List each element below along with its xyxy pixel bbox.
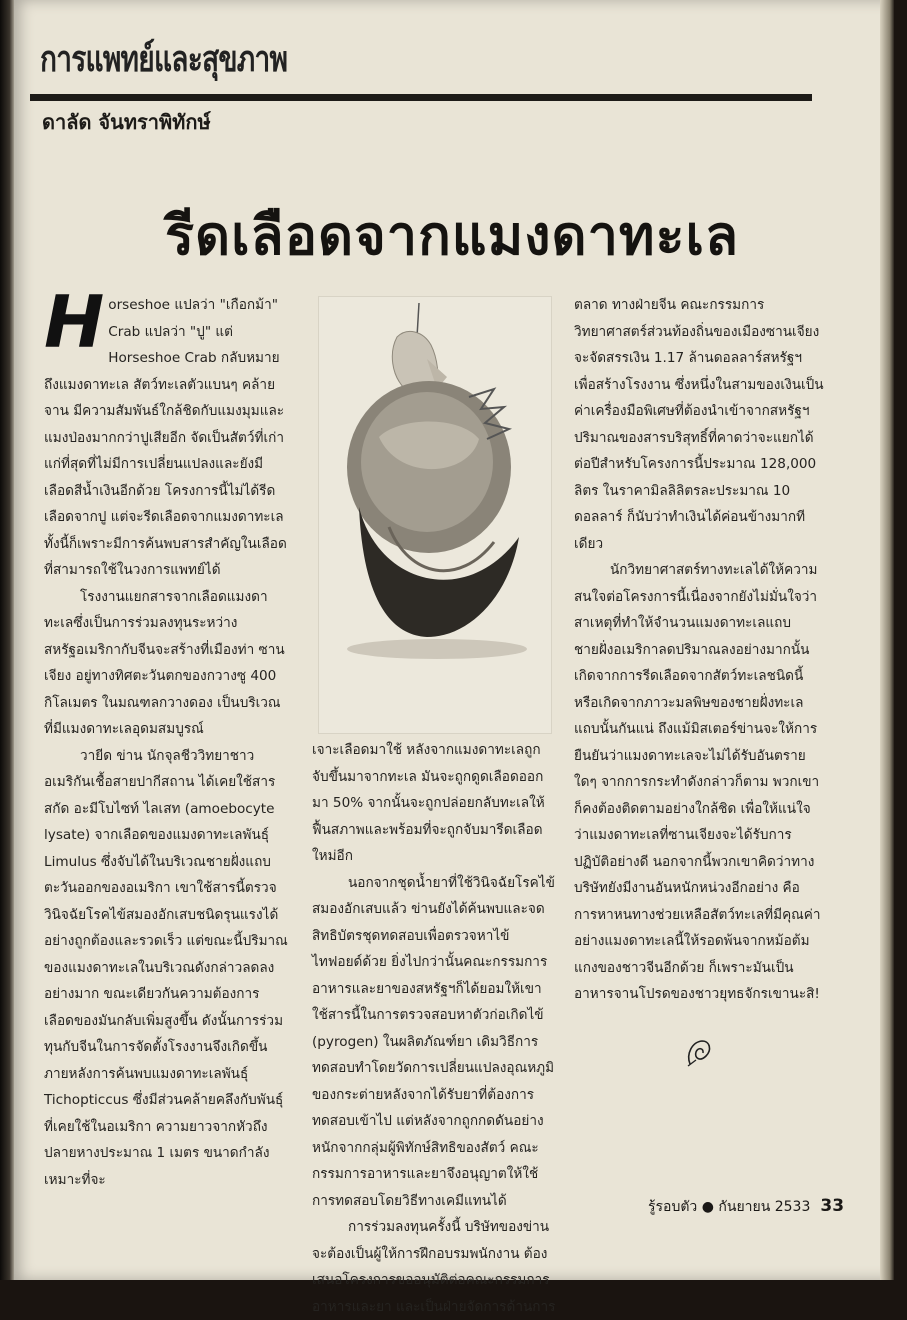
paragraph: เจาะเลือดมาใช้ หลังจากแมงดาทะเลถูกจับขึ้นมาจากทะเล มันจะถูกดูดเลือดออกมา 50% จากนั้นจะถูกปล่อยกลับทะเลให้ฟื้นสภาพและพร้อมที่จะถูกจับมารีดเลือดใหม่อีก xyxy=(312,742,545,864)
author-byline: ดาลัด จันทราพิทักษ์ xyxy=(42,110,211,134)
paragraph: โรงงานแยกสารจากเลือดแมงดาทะเลซึ่งเป็นการร่วมลงทุนระหว่างสหรัฐอเมริกากับจีนจะสร้างที่เมืองท่า ซานเจียง อยู่ทางทิศตะวันตกของกวางซู 400 กิโลเมตร ในมณฑลกวางดอง เป็นบริเวณที่มีแมงดาทะเลอุดมสมบูรณ์ xyxy=(44,588,285,737)
article-column-2 xyxy=(312,737,557,1320)
magazine-issue: รู้รอบตัว ● กันยายน 2533 xyxy=(648,1199,811,1215)
drop-cap: H xyxy=(44,280,105,364)
paragraph: นักวิทยาศาสตร์ทางทะเลได้ให้ความสนใจต่อโครงการนี้เนื่องจากยังไม่มั่นใจว่าสาเหตุที่ทำให้จำนวนแมงดาทะเลแถบชายฝั่งอเมริกาลดปริมาณลงอย่างมากนั้น เกิดจากการรีดเลือดจากสัตว์ทะเลชนิดนี้ หรือเกิดจากภาวะมลพิษของชายฝั่งทะเลแถบนั้นกันแน่ ถึงแม้มิสเตอร์ข่านจะให้การยืนยันว่าแมงดาทะเลจะไม่ได้รับอันตรายใดๆ จากการกระทำดังกล่าวก็ตาม พวกเขาก็คงต้องติดตามอย่างใกล้ชิด เพื่อให้แน่ใจว่าแมงดาทะเลที่ซานเจียงจะได้รับการปฏิบัติอย่างดี นอกจากนี้พวกเขาคิดว่าทางบริษัทยังมีงานอันหนักหน่วงอีกอย่าง คือ การหาหนทางช่วยเหลือสัตว์ทะเลที่มีคุณค่าอย่างแมงดาทะเลนี้ให้รอดพ้นจากหม้อต้มแกงของชาวจีนอีกด้วย ก็เพราะมันเป็นอาหารจานโปรดของชาวยุทธจักรเขานะสิ! xyxy=(574,562,821,1002)
section-title: การแพทย์และสุขภาพ xyxy=(40,39,288,80)
page-edge-shadow xyxy=(880,0,894,1280)
paragraph: วายีด ข่าน นักจุลชีววิทยาชาวอเมริกันเชื้อสายปากีสถาน ได้เคยใช้สารสกัด อะมีโบไซท์ ไลเสท (amoebocyte lysate) จากเลือดของแมงดาทะเลพันธุ์ Limulus ซึ่งจับได้ในบริเวณชายฝั่งแถบตะวันออกของอเมริกา เขาใช้สารนี้ตรวจวินิจฉัยโรคไข้สมองอักเสบชนิดรุนแรงได้อย่างถูกต้องและรวดเร็ว แต่ขณะนี้ปริมาณของแมงดาทะเลในบริเวณดังกล่าวลดลงอย่างมาก ขณะเดียวกันความต้องการเลือดของมันกลับเพิ่มสูงขึ้น ดังนั้นการร่วมทุนกับจีนในการจัดตั้งโรงงานจึงเกิดขึ้นภายหลังการค้นพบแมงดาทะเลพันธุ์ Tichopticcus ซึ่งมีส่วนคล้ายคลึงกับพันธุ์ที่เคยใช้ในอเมริกา ความยาวจากหัวถึงปลายหางประมาณ 1 เมตร ขนาดกำลังเหมาะที่จะ xyxy=(44,747,288,1188)
article-column-3 xyxy=(574,292,824,1008)
article-photo xyxy=(318,296,552,734)
header-rule xyxy=(30,94,812,101)
article-headline: รีดเลือดจากแมงดาทะเล xyxy=(165,204,740,267)
paragraph-text: orseshoe แปลว่า "เกือกม้า" Crab แปลว่า "ปู" แต่ Horseshoe Crab กลับหมายถึงแมงดาทะเล สัตว์ทะเลตัวแบนๆ คล้ายจาน มีความสัมพันธ์ใกล้ชิดกับแมงมุมและแมงป่องมากกว่าปูเสียอีก จัดเป็นสัตว์ที่เก่าแก่ที่สุดที่ไม่มีการเปลี่ยนแปลงและยังมีเลือดสีน้ำเงินอีกด้วย โครงการนี้ไม่ได้รีดเลือดจากปู แต่จะรีดเลือดจากแมงดาทะเล ทั้งนี้ก็เพราะมีการค้นพบสารสำคัญในเลือดที่สามารถใช้ในวงการแพทย์ได้ xyxy=(44,297,287,578)
paragraph: ตลาด ทางฝ่ายจีน คณะกรรมการวิทยาศาสตร์ส่วนท้องถิ่นของเมืองซานเจียงจะจัดสรรเงิน 1.17 ล้านดอลลาร์สหรัฐฯ เพื่อสร้างโรงงาน ซึ่งหนึ่งในสามของเงินเป็นค่าเครื่องมือพิเศษที่ต้องนำเข้าจากสหรัฐฯ ปริมาณของสารบริสุทธิ์ที่คาดว่าจะแยกได้ต่อปีสำหรับโครงการนี้ประมาณ 128,000 ลิตร ในราคามิลลิลิตรละประมาณ 10 ดอลลาร์ ก็นับว่าทำเงินได้ค่อนข้างมากทีเดียว xyxy=(574,297,824,552)
horseshoe-crab-photo-icon xyxy=(319,297,551,733)
article-column-1 xyxy=(44,280,289,1193)
paragraph: การร่วมลงทุนครั้งนี้ บริษัทของข่านจะต้องเป็นผู้ให้การฝึกอบรมพนักงาน ต้องเสนอโครงการขออนุมัติต่อคณะกรรมการอาหารและยา และเป็นฝ่ายจัดการด้านการ xyxy=(312,1219,556,1315)
end-mark-icon xyxy=(682,1036,716,1070)
paragraph xyxy=(44,280,289,584)
page-footer xyxy=(648,1196,844,1218)
paragraph: นอกจากชุดน้ำยาที่ใช้วินิจฉัยโรคไข้สมองอักเสบแล้ว ข่านยังได้ค้นพบและจดสิทธิบัตรชุดทดสอบเพื่อตรวจหาไข้ไทฟอยด์ด้วย ยิ่งไปกว่านั้นคณะกรรมการอาหารและยาของสหรัฐฯก็ได้ยอมให้เขาใช้สารนี้ในการตรวจสอบหาตัวก่อเกิดไข้ (pyrogen) ในผลิตภัณฑ์ยา เดิมวิธีการทดสอบทำโดยวัดการเปลี่ยนแปลงอุณหภูมิของกระต่ายหลังจากได้รับยาที่ต้องการทดสอบเข้าไป แต่หลังจากถูกกดดันอย่างหนักจากกลุ่มผู้พิทักษ์สิทธิของสัตว์ คณะกรรมการอาหารและยาจึงอนุญาตให้ใช้การทดสอบโดยวิธีทางเคมีแทนได้ xyxy=(312,874,555,1209)
page-number: 33 xyxy=(820,1196,845,1216)
